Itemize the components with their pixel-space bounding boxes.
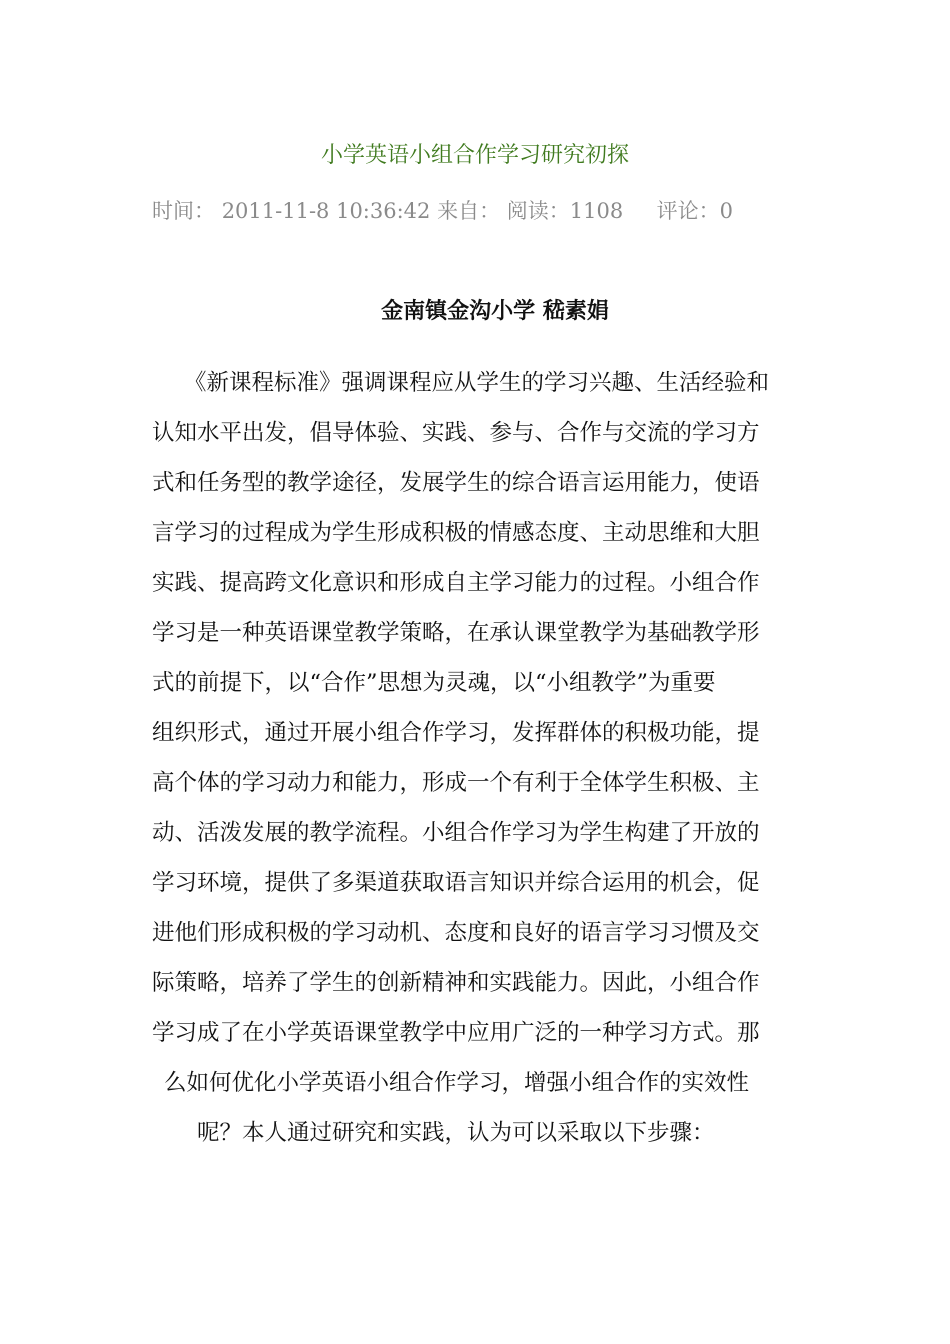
body-line: 际策略，培养了学生的创新精神和实践能力。因此，小组合作 xyxy=(152,970,760,996)
body-line: 学习是一种英语课堂教学策略，在承认课堂教学为基础教学形 xyxy=(152,620,760,646)
body-line: 式的前提下，以“合作”思想为灵魂，以“小组教学”为重要 xyxy=(152,670,716,696)
body-line: 言学习的过程成为学生形成积极的情感态度、主动思维和大胆 xyxy=(152,520,760,546)
article-meta xyxy=(152,195,733,227)
article-title: 小学英语小组合作学习研究初探 xyxy=(320,143,629,168)
body-line: 式和任务型的教学途径，发展学生的综合语言运用能力，使语 xyxy=(152,470,760,496)
read-label: 阅读： xyxy=(506,199,570,223)
article-author: 金南镇金沟小学 嵇素娟 xyxy=(381,298,609,324)
read-count: 1108 xyxy=(569,199,624,223)
body-line: 认知水平出发，倡导体验、实践、参与、合作与交流的学习方 xyxy=(152,420,760,446)
comment-count: 0 xyxy=(719,199,733,223)
body-line: 动、活泼发展的教学流程。小组合作学习为学生构建了开放的 xyxy=(152,820,760,846)
body-line: 《新课程标准》强调课程应从学生的学习兴趣、生活经验和 xyxy=(184,370,770,396)
body-line: 学习环境，提供了多渠道获取语言知识并综合运用的机会，促 xyxy=(152,870,760,896)
body-line: 呢？本人通过研究和实践，认为可以采取以下步骤： xyxy=(197,1120,715,1146)
body-line: 实践、提高跨文化意识和形成自主学习能力的过程。小组合作 xyxy=(152,570,760,596)
comment-label: 评论： xyxy=(656,199,720,223)
body-line: 组织形式，通过开展小组合作学习，发挥群体的积极功能，提 xyxy=(152,720,760,746)
time-value: 2011-11-8 10:36:42 xyxy=(221,199,431,223)
body-line: 么如何优化小学英语小组合作学习，增强小组合作的实效性 xyxy=(164,1070,750,1096)
time-label: 时间： xyxy=(152,199,215,223)
body-line: 进他们形成积极的学习动机、态度和良好的语言学习习惯及交 xyxy=(152,920,760,946)
body-line: 学习成了在小学英语课堂教学中应用广泛的一种学习方式。那 xyxy=(152,1020,760,1046)
from-label: 来自： xyxy=(437,199,501,223)
body-line: 高个体的学习动力和能力，形成一个有利于全体学生积极、主 xyxy=(152,770,760,796)
